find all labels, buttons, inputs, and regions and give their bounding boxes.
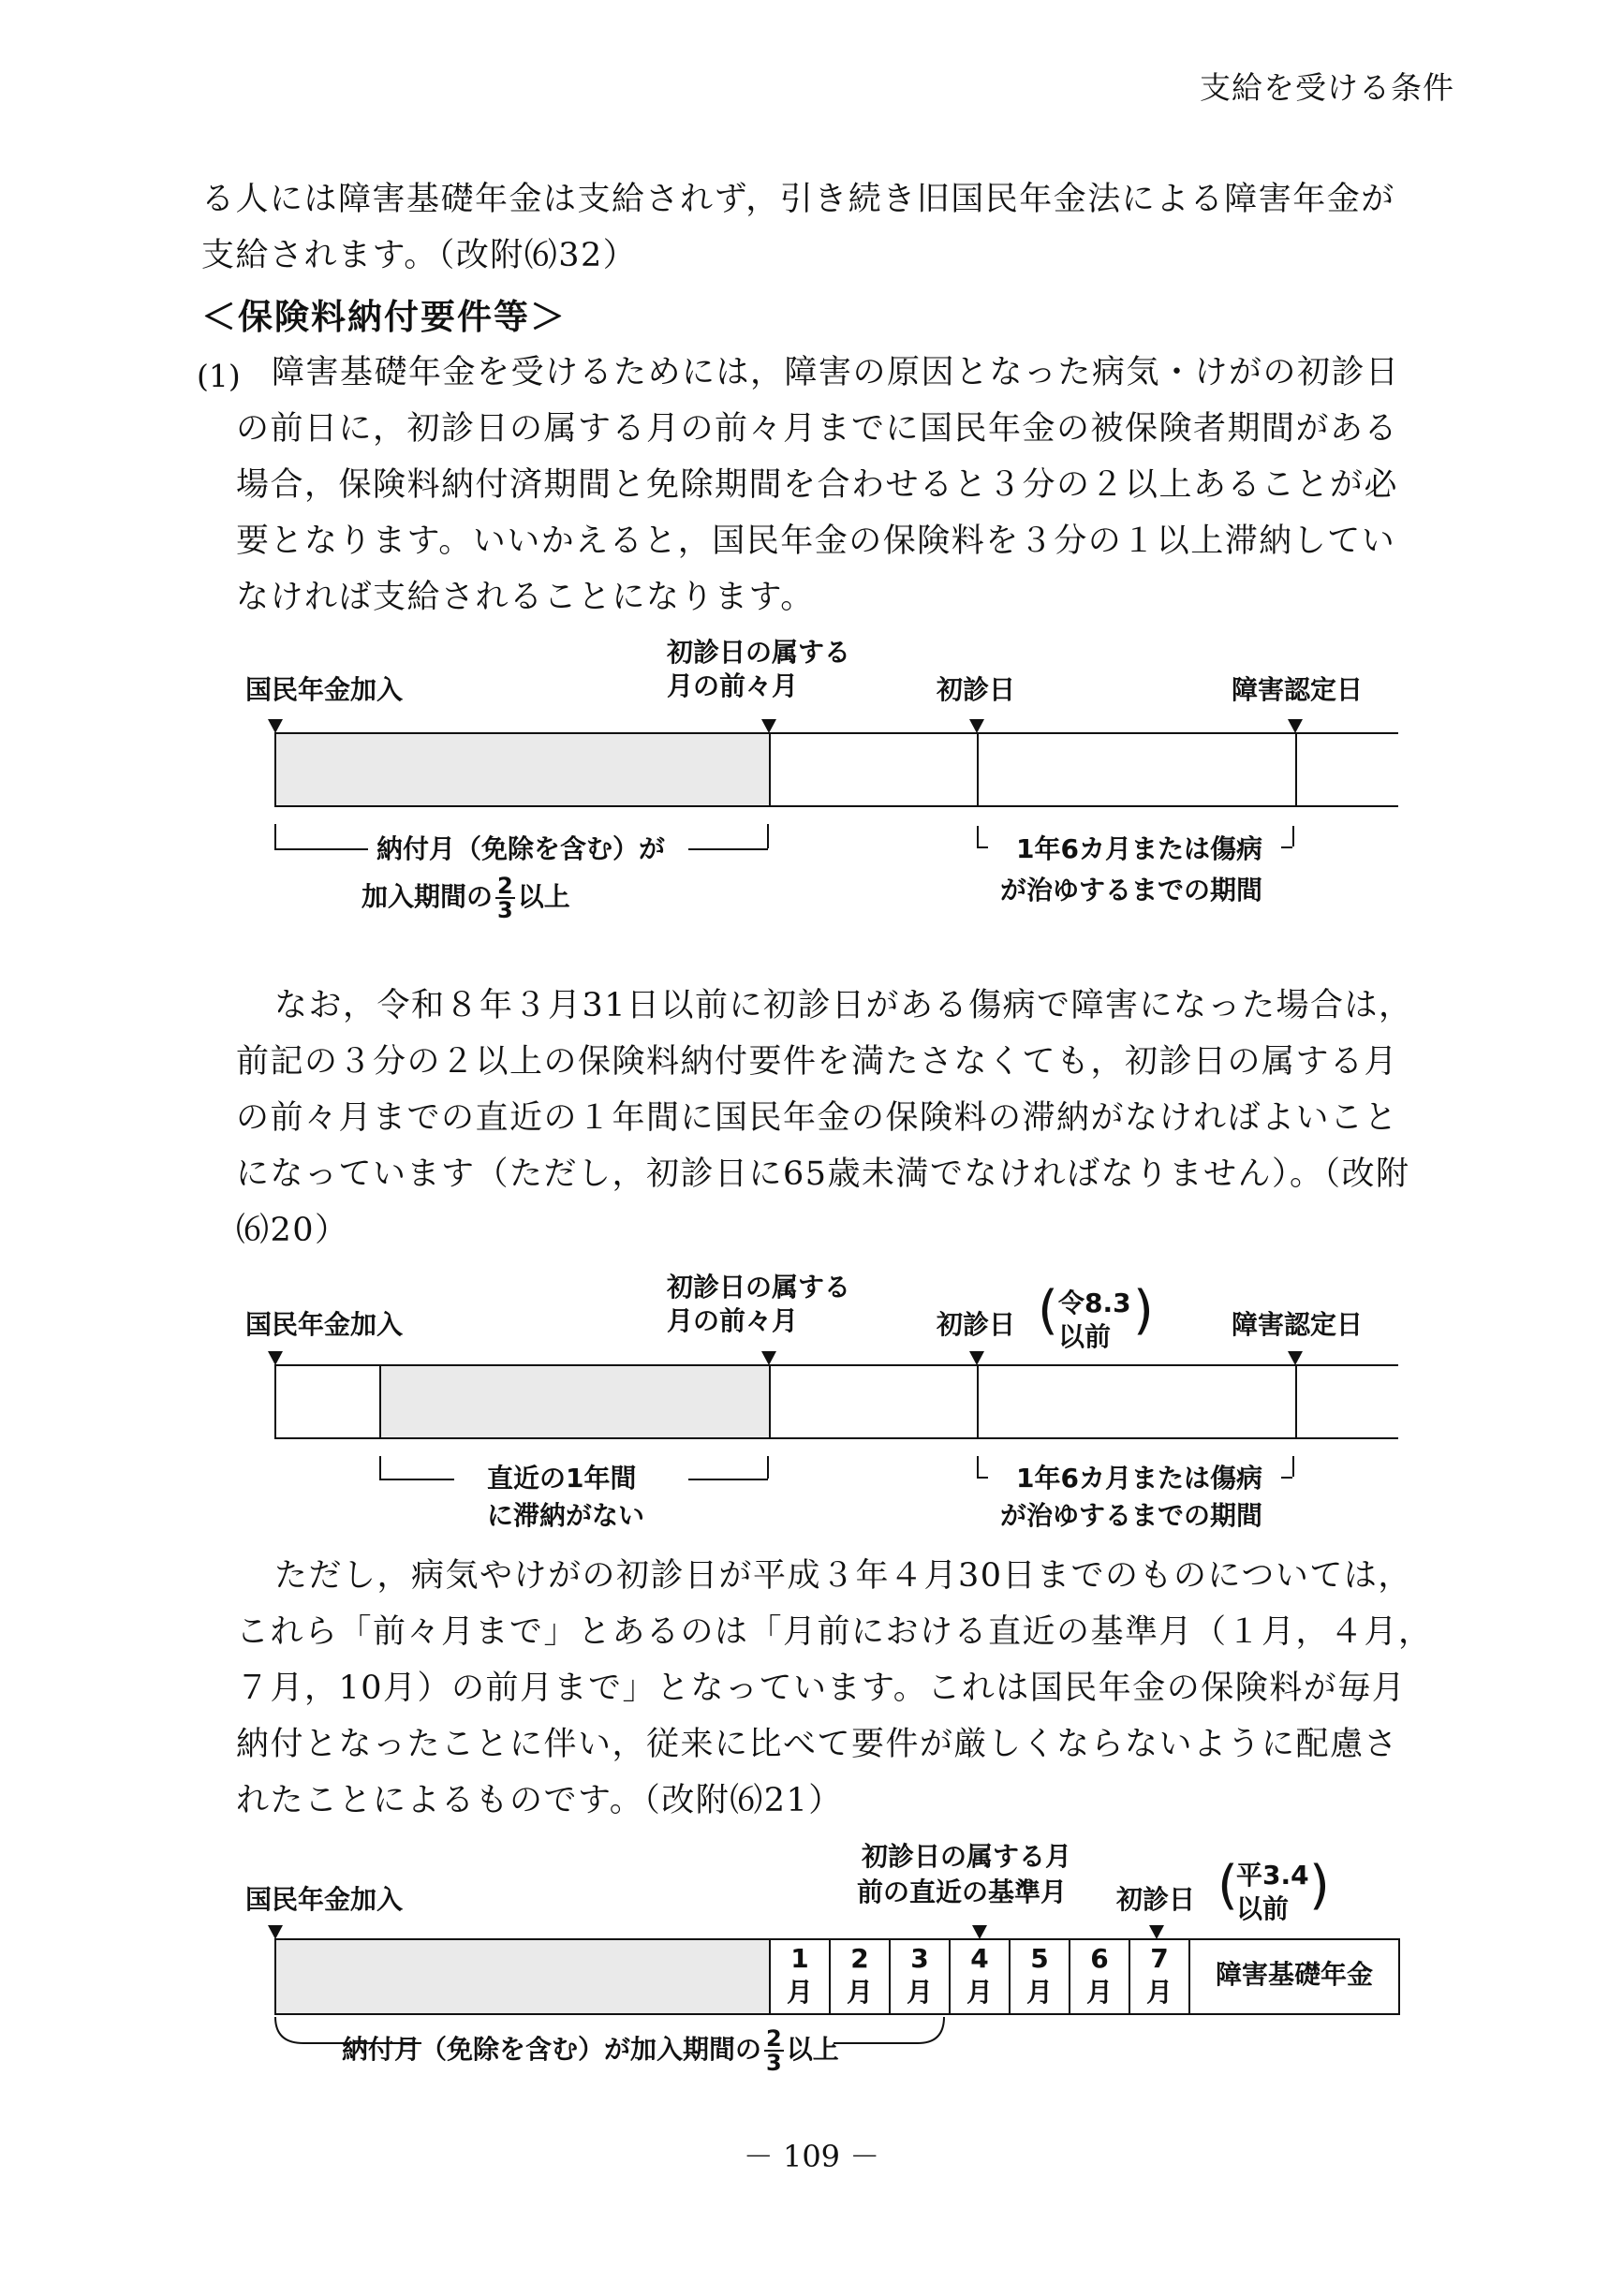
paid-period-segment bbox=[276, 1940, 771, 2013]
brace-right-line1: 1年6カ月または傷病 bbox=[1016, 833, 1262, 864]
label-first-visit: 初診日 bbox=[937, 674, 1016, 705]
marker-triangle bbox=[1149, 1925, 1164, 1939]
fraction-denominator: 3 bbox=[497, 897, 513, 923]
bracket-line bbox=[1292, 826, 1294, 846]
bracket-line bbox=[688, 848, 768, 850]
marker-triangle bbox=[268, 1925, 283, 1939]
brace-text-a: 納付月（免除を含む）が加入期間の bbox=[342, 2034, 762, 2065]
timeline-bar bbox=[274, 1938, 1400, 2015]
label-join: 国民年金加入 bbox=[245, 1309, 404, 1340]
paren-open: ( bbox=[1038, 1280, 1058, 1341]
month-cell bbox=[1070, 1940, 1130, 2013]
text-line: れたことによるものです。（改附⑹21） bbox=[236, 1782, 843, 1819]
brace-left-line2 bbox=[361, 875, 570, 921]
label-first-visit: 初診日 bbox=[1116, 1884, 1196, 1915]
month-number: 4 bbox=[970, 1943, 989, 1974]
bracket-line bbox=[977, 846, 988, 848]
month-number: 3 bbox=[910, 1943, 929, 1974]
item-1-text bbox=[272, 345, 1400, 401]
month-unit: 月 bbox=[786, 1977, 813, 2008]
marker-triangle bbox=[268, 719, 283, 733]
marker-triangle bbox=[969, 1351, 984, 1365]
month-unit: 月 bbox=[846, 1977, 873, 2008]
bracket-line bbox=[767, 824, 769, 848]
text-line: ただし，病気やけがの初診日が平成３年４月30日までのものについては， bbox=[274, 1557, 1412, 1595]
brace-left-line1: 直近の1年間 bbox=[487, 1463, 637, 1494]
page-number: － 109 － bbox=[743, 2139, 880, 2174]
label-prev-month-line1: 初診日の属する bbox=[667, 1272, 851, 1303]
label-note-line1: 令8.3 bbox=[1058, 1288, 1131, 1318]
paragraph-2 bbox=[236, 1034, 1410, 1258]
bracket-line bbox=[274, 848, 368, 850]
paid-period-segment bbox=[276, 734, 771, 805]
brace-left-text-a: 加入期間の bbox=[361, 881, 494, 912]
month-number: 2 bbox=[850, 1943, 869, 1974]
marker-triangle bbox=[969, 719, 984, 733]
label-certification-date: 障害認定日 bbox=[1232, 1309, 1364, 1340]
bracket-line bbox=[1281, 846, 1292, 848]
disability-pension-cell: 障害基礎年金 bbox=[1215, 1959, 1373, 1990]
month-number: 7 bbox=[1150, 1943, 1169, 1974]
brace-right-line1: 1年6カ月または傷病 bbox=[1016, 1463, 1262, 1494]
label-first-visit: 初診日 bbox=[937, 1309, 1016, 1340]
label-note-line1: 平3.4 bbox=[1236, 1860, 1309, 1891]
marker-triangle bbox=[1288, 719, 1303, 733]
paren-close: ) bbox=[1133, 1280, 1154, 1341]
marker-triangle bbox=[761, 1351, 776, 1365]
bracket-line bbox=[977, 1456, 979, 1477]
marker-triangle bbox=[1288, 1351, 1303, 1365]
text-line: これら「前々月まで」とあるのは「月前における直近の基準月（１月，４月， bbox=[236, 1613, 1433, 1651]
paragraph-3-first bbox=[274, 1548, 1412, 1604]
month-unit: 月 bbox=[1085, 1977, 1113, 2008]
brace-right-line2: が治ゆするまでの期間 bbox=[1000, 1500, 1263, 1531]
recent-year-segment bbox=[381, 1366, 771, 1437]
bracket-line bbox=[274, 824, 276, 848]
fraction-denominator: 3 bbox=[766, 2050, 782, 2076]
label-base-month-line1: 初診日の属する月 bbox=[862, 1841, 1072, 1872]
month-cell bbox=[771, 1940, 831, 2013]
brace-text-b: 以上 bbox=[786, 2034, 839, 2065]
section-heading: ＜保険料納付要件等＞ bbox=[201, 297, 567, 337]
bracket-line bbox=[1281, 1477, 1292, 1479]
text-line: 要となります。いいかえると，国民年金の保険料を３分の１以上滞納してい bbox=[236, 522, 1396, 560]
label-certification-date: 障害認定日 bbox=[1232, 674, 1364, 705]
item-number: (1) bbox=[197, 358, 241, 394]
month-number: 6 bbox=[1090, 1943, 1109, 1974]
label-prev-month-line2: 月の前々月 bbox=[667, 1305, 799, 1336]
bracket-line bbox=[688, 1479, 768, 1480]
text-line: 場合，保険料納付済期間と免除期間を合わせると３分の２以上あることが必 bbox=[236, 466, 1399, 504]
text-line: になっています（ただし，初診日に65歳未満でなければなりません）。（改附 bbox=[236, 1155, 1410, 1193]
marker-triangle bbox=[761, 719, 776, 733]
segment bbox=[771, 1366, 979, 1437]
text-line: の前々月までの直近の１年間に国民年金の保険料の滞納がなければよいこと bbox=[236, 1099, 1399, 1137]
fraction bbox=[495, 875, 515, 921]
running-header: 支給を受ける条件 bbox=[1200, 69, 1454, 106]
text-line: ⑹20） bbox=[236, 1212, 349, 1249]
label-base-month-line2: 前の直近の基準月 bbox=[857, 1877, 1068, 1907]
label-prev-month-line2: 月の前々月 bbox=[667, 670, 799, 701]
text-line: なお，令和８年３月31日以前に初診日がある傷病で障害になった場合は， bbox=[274, 987, 1413, 1024]
label-prev-month-line1: 初診日の属する bbox=[667, 637, 851, 668]
segment bbox=[771, 734, 979, 805]
month-cell bbox=[1130, 1940, 1190, 2013]
marker-triangle bbox=[268, 1351, 283, 1365]
brace-text bbox=[342, 2027, 839, 2074]
paragraph-3 bbox=[236, 1604, 1433, 1829]
bracket-line bbox=[767, 1456, 769, 1479]
fraction-numerator: 2 bbox=[497, 873, 513, 899]
bracket-line bbox=[1292, 1456, 1294, 1477]
month-unit: 月 bbox=[1025, 1977, 1053, 2008]
brace-left-text-b: 以上 bbox=[517, 881, 570, 912]
paragraph-1 bbox=[201, 171, 1395, 284]
month-cell bbox=[951, 1940, 1011, 2013]
paragraph-2-first bbox=[274, 978, 1413, 1034]
brace-left-line1: 納付月（免除を含む）が bbox=[376, 833, 666, 864]
text-line: 納付となったことに伴い，従来に比べて要件が厳しくならないように配慮さ bbox=[236, 1726, 1399, 1763]
text-line: る人には障害基礎年金は支給されず，引き続き旧国民年金法による障害年金が bbox=[201, 181, 1395, 218]
month-number: 5 bbox=[1030, 1943, 1049, 1974]
bracket-line bbox=[977, 1477, 988, 1479]
month-cell bbox=[891, 1940, 951, 2013]
fraction bbox=[764, 2027, 784, 2074]
bracket-line bbox=[977, 826, 979, 846]
item-1-text-cont bbox=[236, 401, 1398, 626]
text-line: の前日に，初診日の属する月の前々月までに国民年金の被保険者期間がある bbox=[236, 410, 1399, 448]
label-note-line2: 以前 bbox=[1058, 1321, 1112, 1352]
bracket-line bbox=[379, 1456, 381, 1479]
text-line: 支給されます。（改附⑹32） bbox=[201, 237, 638, 274]
month-cell bbox=[1011, 1940, 1070, 2013]
month-cell bbox=[831, 1940, 891, 2013]
text-line: ７月，10月）の前月まで」となっています。これは国民年金の保険料が毎月 bbox=[236, 1670, 1407, 1707]
timeline-bar bbox=[274, 732, 1398, 807]
label-note-line2: 以前 bbox=[1236, 1893, 1290, 1924]
text-line: なければ支給されることになります。 bbox=[236, 579, 815, 616]
month-unit: 月 bbox=[906, 1977, 933, 2008]
text-line: 前記の３分の２以上の保険料納付要件を満たさなくても，初診日の属する月 bbox=[236, 1043, 1399, 1081]
segment bbox=[979, 1366, 1297, 1437]
paren-close: ) bbox=[1309, 1855, 1330, 1916]
label-join: 国民年金加入 bbox=[245, 674, 404, 705]
marker-triangle bbox=[972, 1925, 987, 1939]
text-line: 障害基礎年金を受けるためには，障害の原因となった病気・けがの初診日 bbox=[272, 354, 1400, 391]
bracket-line bbox=[379, 1479, 454, 1480]
label-join: 国民年金加入 bbox=[245, 1884, 404, 1915]
month-unit: 月 bbox=[966, 1977, 993, 2008]
fraction-numerator: 2 bbox=[766, 2025, 782, 2052]
month-unit: 月 bbox=[1145, 1977, 1173, 2008]
segment bbox=[276, 1366, 381, 1437]
timeline-bar bbox=[274, 1364, 1398, 1439]
paren-open: ( bbox=[1217, 1855, 1238, 1916]
brace-left-line2: に滞納がない bbox=[487, 1500, 645, 1531]
brace-right-line2: が治ゆするまでの期間 bbox=[1000, 875, 1263, 905]
segment bbox=[979, 734, 1297, 805]
month-number: 1 bbox=[790, 1943, 809, 1974]
